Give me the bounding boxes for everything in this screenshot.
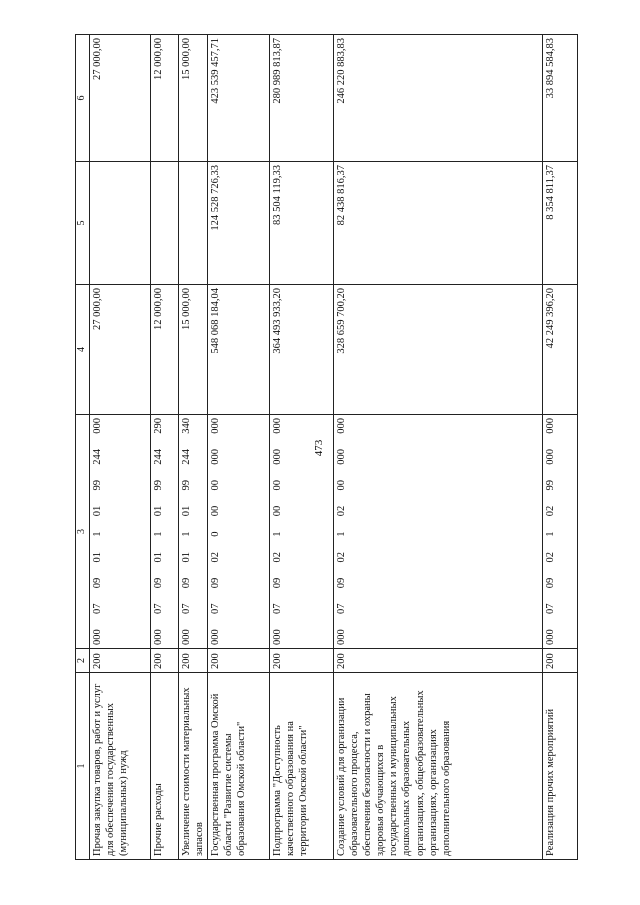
row-code-cell: 200 — [269, 649, 333, 673]
kbk-segment: 09 — [209, 577, 221, 589]
kbk-segment: 000 — [209, 449, 221, 465]
kbk-segment: 000 — [209, 418, 221, 434]
row-col6-cell: 280 989 813,87 — [269, 35, 333, 162]
kbk-segment: 290 — [152, 418, 164, 434]
row-kbk-cell — [542, 415, 577, 649]
row-name-cell: Увеличение стоимости материальных запасов — [178, 673, 207, 860]
table-row — [89, 35, 150, 860]
header-col-6: 6 — [76, 35, 90, 162]
row-code-cell: 200 — [207, 649, 269, 673]
kbk-segment: 244 — [91, 449, 103, 465]
kbk-segment: 00 — [271, 480, 283, 491]
row-col6-cell: 423 539 457,71 — [207, 35, 269, 162]
row-code-cell: 200 — [150, 649, 178, 673]
row-col6-cell: 246 220 883,83 — [333, 35, 542, 162]
kbk-code — [544, 418, 557, 645]
kbk-segment: 1 — [544, 531, 556, 537]
kbk-segment: 00 — [209, 505, 221, 517]
kbk-segment: 02 — [335, 552, 347, 563]
table-row — [333, 35, 542, 860]
header-row — [76, 35, 90, 860]
row-code-cell: 200 — [89, 649, 150, 673]
kbk-segment: 07 — [180, 603, 192, 614]
row-col4-cell: 364 493 933,20 — [269, 285, 333, 415]
table-row — [150, 35, 178, 860]
kbk-segment: 09 — [335, 577, 347, 589]
row-col4-cell: 42 249 396,20 — [542, 285, 577, 415]
row-name-cell: Реализация прочих мероприятий — [542, 673, 577, 860]
row-code-cell: 200 — [542, 649, 577, 673]
kbk-segment: 01 — [180, 552, 192, 563]
kbk-segment: 02 — [544, 552, 556, 563]
row-kbk-cell — [207, 415, 269, 649]
row-col5-cell: 124 528 726,33 — [207, 162, 269, 285]
header-col-5: 5 — [76, 162, 90, 285]
kbk-segment: 09 — [180, 577, 192, 589]
row-name-cell: Создание условий для организации образовательного процесса, обеспечения безопасности и охраны здоровья обучающихся в государственных и муниципальных дошкольных образовательных организациях, общеобразовательных организациях, организациях дополнительного образования — [333, 673, 542, 860]
kbk-segment: 09 — [152, 577, 164, 589]
kbk-segment: 99 — [544, 480, 556, 491]
kbk-segment: 000 — [271, 449, 283, 465]
kbk-segment: 1 — [91, 531, 103, 537]
kbk-segment: 07 — [209, 603, 221, 614]
header-col-2: 2 — [76, 649, 90, 673]
row-col5-cell — [178, 162, 207, 285]
kbk-segment: 09 — [544, 577, 556, 589]
budget-table — [75, 34, 578, 860]
kbk-segment: 01 — [91, 505, 103, 517]
row-col6-cell: 27 000,00 — [89, 35, 150, 162]
row-kbk-cell — [89, 415, 150, 649]
table-row — [178, 35, 207, 860]
row-name-cell: Прочая закупка товаров, работ и услуг для обеспечения государственных (муниципальных) нужд — [89, 673, 150, 860]
kbk-segment: 02 — [335, 505, 347, 517]
row-code-cell: 200 — [178, 649, 207, 673]
kbk-segment: 1 — [271, 531, 283, 537]
kbk-segment: 00 — [335, 480, 347, 491]
header-col-1: 1 — [76, 673, 90, 860]
kbk-segment: 01 — [180, 505, 192, 517]
kbk-segment: 1 — [180, 531, 192, 537]
header-col-3: 3 — [76, 415, 90, 649]
kbk-segment: 02 — [544, 505, 556, 517]
rotated-table-wrapper — [75, 35, 570, 860]
kbk-segment: 000 — [544, 629, 556, 645]
row-col6-cell: 33 894 584,83 — [542, 35, 577, 162]
kbk-segment: 000 — [152, 629, 164, 645]
kbk-segment: 000 — [91, 629, 103, 645]
kbk-segment: 99 — [91, 480, 103, 491]
kbk-segment: 000 — [91, 418, 103, 434]
kbk-segment: 244 — [180, 449, 192, 465]
kbk-segment: 000 — [544, 418, 556, 434]
kbk-segment: 000 — [271, 629, 283, 645]
kbk-segment: 000 — [271, 418, 283, 434]
kbk-segment: 01 — [91, 552, 103, 563]
row-col6-cell: 15 000,00 — [178, 35, 207, 162]
row-name-cell: Подпрограмма "Доступность качественного образования на территории Омской области" — [269, 673, 333, 860]
row-kbk-cell — [333, 415, 542, 649]
kbk-code — [271, 418, 284, 645]
row-col4-cell: 12 000,00 — [150, 285, 178, 415]
table-row — [542, 35, 577, 860]
row-col4-cell: 15 000,00 — [178, 285, 207, 415]
kbk-segment: 01 — [152, 505, 164, 517]
row-col5-cell — [89, 162, 150, 285]
kbk-code — [209, 418, 222, 645]
row-kbk-cell — [178, 415, 207, 649]
kbk-segment: 000 — [335, 449, 347, 465]
kbk-segment: 1 — [335, 531, 347, 537]
kbk-segment: 000 — [209, 629, 221, 645]
kbk-segment: 1 — [152, 531, 164, 537]
table-row — [207, 35, 269, 860]
row-name-cell: Государственная программа Омской области "Развитие системы образования Омской области" — [207, 673, 269, 860]
kbk-segment: 09 — [271, 577, 283, 589]
kbk-segment: 244 — [152, 449, 164, 465]
kbk-segment: 000 — [335, 629, 347, 645]
kbk-code — [91, 418, 104, 645]
kbk-segment: 07 — [152, 603, 164, 614]
row-col4-cell: 328 659 700,20 — [333, 285, 542, 415]
row-col6-cell: 12 000,00 — [150, 35, 178, 162]
row-code-cell: 200 — [333, 649, 542, 673]
kbk-segment: 340 — [180, 418, 192, 434]
kbk-segment: 00 — [271, 505, 283, 517]
row-col5-cell: 83 504 119,33 — [269, 162, 333, 285]
kbk-segment: 07 — [335, 603, 347, 614]
kbk-code — [335, 418, 348, 645]
table-row — [269, 35, 333, 860]
header-col-4: 4 — [76, 285, 90, 415]
kbk-segment: 07 — [271, 603, 283, 614]
kbk-segment: 00 — [209, 480, 221, 491]
kbk-segment: 09 — [91, 577, 103, 589]
row-kbk-cell — [269, 415, 333, 649]
row-col5-cell: 8 354 811,37 — [542, 162, 577, 285]
kbk-segment: 99 — [152, 480, 164, 491]
kbk-segment: 000 — [335, 418, 347, 434]
kbk-segment: 0 — [209, 531, 221, 537]
kbk-code — [152, 418, 165, 645]
kbk-segment: 000 — [544, 449, 556, 465]
kbk-segment: 02 — [271, 552, 283, 563]
page-number: 473 — [313, 439, 325, 457]
kbk-segment: 000 — [180, 629, 192, 645]
row-col5-cell: 82 438 816,37 — [333, 162, 542, 285]
row-col4-cell: 27 000,00 — [89, 285, 150, 415]
kbk-segment: 99 — [180, 480, 192, 491]
row-col5-cell — [150, 162, 178, 285]
row-col4-cell: 548 068 184,04 — [207, 285, 269, 415]
kbk-segment: 02 — [209, 552, 221, 563]
kbk-segment: 01 — [152, 552, 164, 563]
row-kbk-cell — [150, 415, 178, 649]
kbk-code — [180, 418, 193, 645]
kbk-segment: 07 — [91, 603, 103, 614]
kbk-segment: 07 — [544, 603, 556, 614]
row-name-cell: Прочие расходы — [150, 673, 178, 860]
